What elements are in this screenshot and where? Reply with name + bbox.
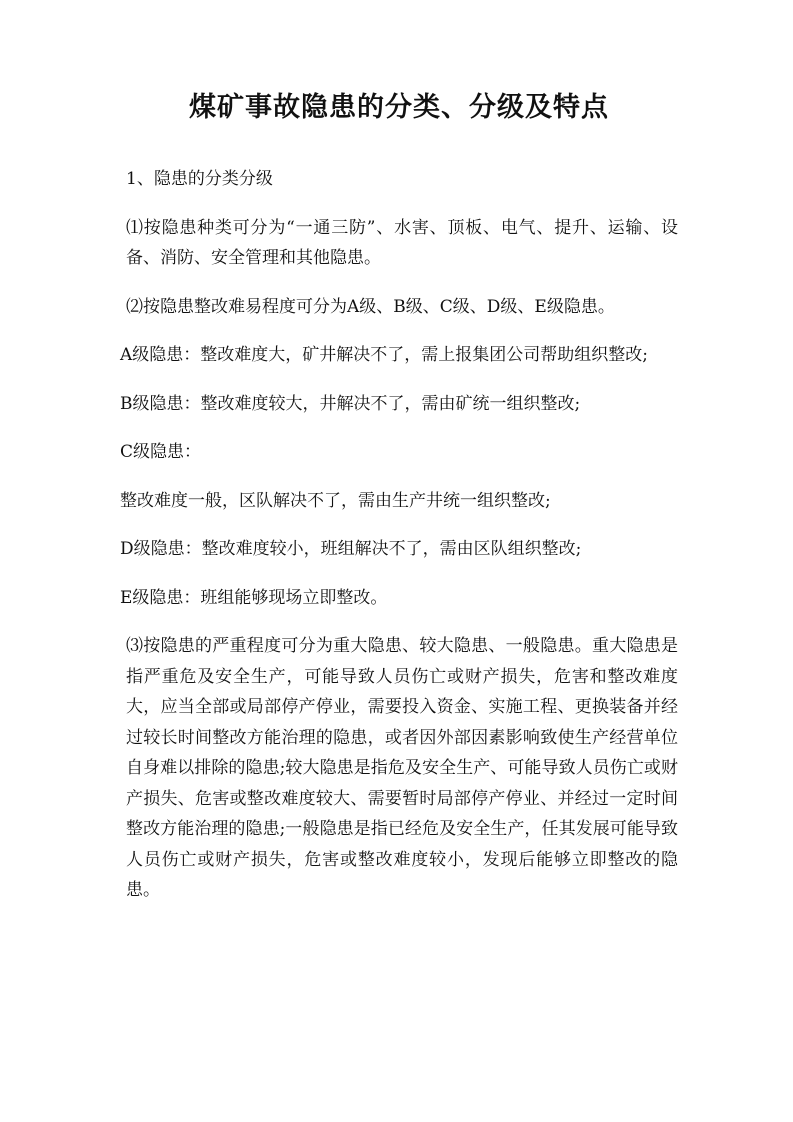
paragraph-level-e: E级隐患：班组能够现场立即整改。 [120, 587, 388, 608]
paragraph-level-c-desc: 整改难度一般，区队解决不了，需由生产井统一组织整改; [120, 490, 551, 511]
document-title: 煤矿事故隐患的分类、分级及特点 [189, 92, 609, 123]
paragraph-type-classification: ⑴按隐患种类可分为“一通三防”、水害、顶板、电气、提升、运输、设备、消防、安全管理和其他隐患。 [126, 217, 678, 268]
document-page [120, 88, 678, 924]
paragraph-level-b: B级隐患：整改难度较大，井解决不了，需由矿统一组织整改; [120, 393, 581, 414]
paragraph-level-d: D级隐患：整改难度较小，班组解决不了，需由区队组织整改; [120, 539, 582, 559]
paragraph-severity-classification: ⑶按隐患的严重程度可分为重大隐患、较大隐患、一般隐患。重大隐患是指严重危及安全生产，可能导致人员伤亡或财产损失，危害和整改难度大，应当全部或局部停产停业，需要投入资金、实施工程、更换装备并经过较长时间整改方能治理的隐患，或者因外部因素影响致使生产经营单位自身难以排除的隐患;较大隐患是指危及安全生产、可能导致人员伤亡或财产损失、危害或整改难度较大、需要暂时局部停产停业、并经过一定时间整改方能治理的隐患;一般隐患是指已经危及安全生产，任其发展可能导致人员伤亡或财产损失，危害或整改难度较小，发现后能够立即整改的隐患。 [126, 636, 678, 900]
paragraph-difficulty-classification: ⑵按隐患整改难易程度可分为A级、B级、C级、D级、E级隐患。 [126, 296, 615, 317]
paragraph-level-a: A级隐患：整改难度大，矿井解决不了，需上报集团公司帮助组织整改; [120, 345, 649, 365]
paragraph-level-c-label: C级隐患： [120, 442, 202, 462]
section-heading-1: 1、隐患的分类分级 [126, 169, 273, 189]
